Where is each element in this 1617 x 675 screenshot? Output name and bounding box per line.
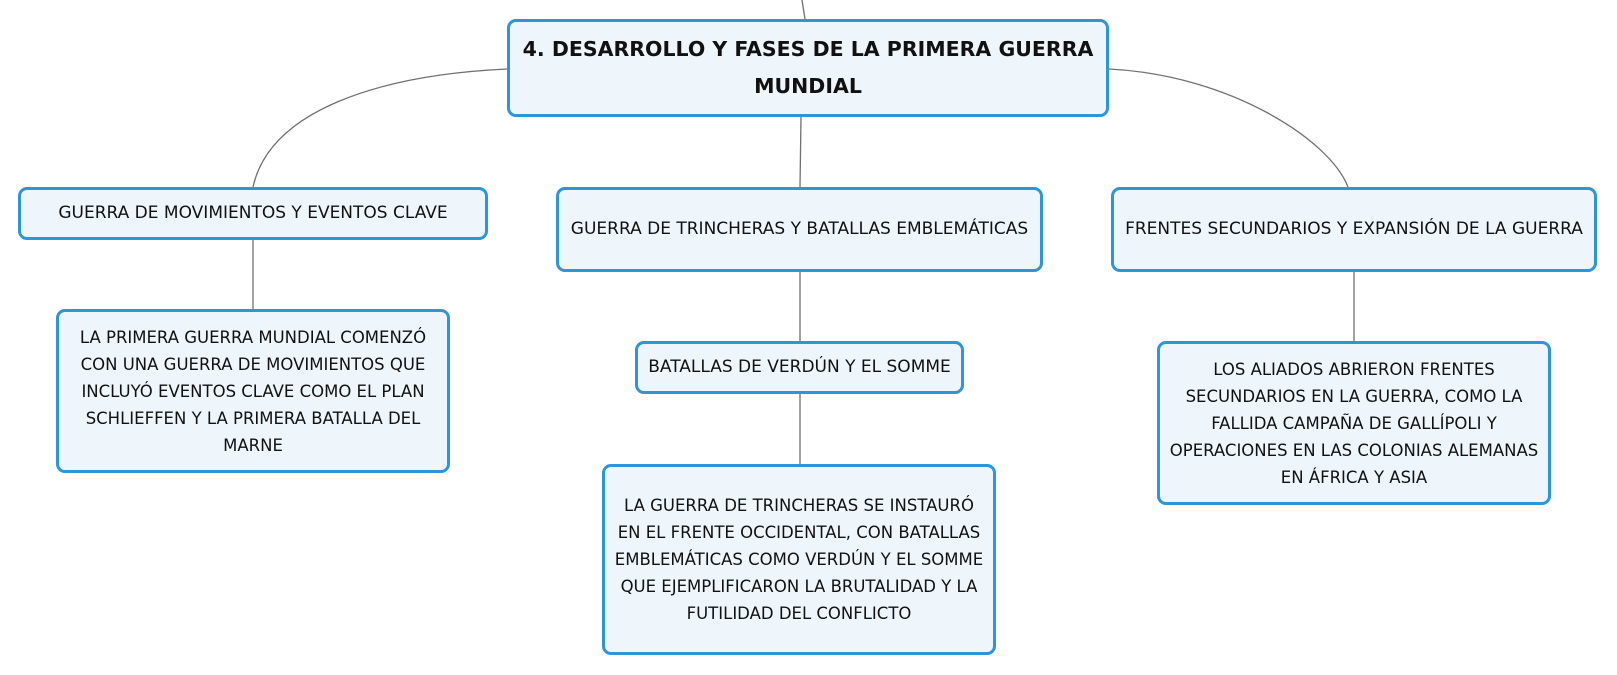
detail-text: LA GUERRA DE TRINCHERAS SE INSTAURÓ EN EL FRENTE OCCIDENTAL, CON BATALLAS EMBLEMÁTICAS COMO VERDÚN Y EL SOMME QUE EJEMPLIFICARON LA BRUTALIDAD Y LA FUTILIDAD DEL CONFLICTO <box>614 496 984 623</box>
connector-from-parent <box>802 0 805 19</box>
connector-root-to-branch-3 <box>1109 69 1348 187</box>
central-topic-title: 4. DESARROLLO Y FASES DE LA PRIMERA GUERRA MUNDIAL <box>522 37 1094 98</box>
detail-text: LOS ALIADOS ABRIERON FRENTES SECUNDARIOS EN LA GUERRA, COMO LA FALLIDA CAMPAÑA DE GALLÍPOLI Y OPERACIONES EN LAS COLONIAS ALEMANAS EN ÁFRICA Y ASIA <box>1169 359 1539 487</box>
branch-title: GUERRA DE TRINCHERAS Y BATALLAS EMBLEMÁTICAS <box>570 219 1029 239</box>
central-topic-node[interactable] <box>507 19 1109 117</box>
branch-node-guerra-de-movimientos[interactable] <box>18 187 488 240</box>
connector-root-to-branch-2 <box>800 117 801 187</box>
branch-node-frentes-secundarios[interactable] <box>1111 187 1597 272</box>
detail-text: LA PRIMERA GUERRA MUNDIAL COMENZÓ CON UNA GUERRA DE MOVIMIENTOS QUE INCLUYÓ EVENTOS CLAVE COMO EL PLAN SCHLIEFFEN Y LA PRIMERA BATALLA DEL MARNE <box>79 327 427 455</box>
branch-node-guerra-de-trincheras[interactable] <box>556 187 1043 272</box>
branch-title: FRENTES SECUNDARIOS Y EXPANSIÓN DE LA GUERRA <box>1125 219 1583 239</box>
subtopic-title: BATALLAS DE VERDÚN Y EL SOMME <box>648 357 951 377</box>
connector-root-to-branch-1 <box>253 69 507 187</box>
subtopic-node-verdun-somme[interactable] <box>635 341 964 394</box>
detail-node-guerra-de-trincheras[interactable] <box>602 464 996 655</box>
detail-node-guerra-de-movimientos[interactable] <box>56 309 450 473</box>
branch-title: GUERRA DE MOVIMIENTOS Y EVENTOS CLAVE <box>58 203 448 223</box>
detail-node-frentes-secundarios[interactable] <box>1157 341 1551 505</box>
